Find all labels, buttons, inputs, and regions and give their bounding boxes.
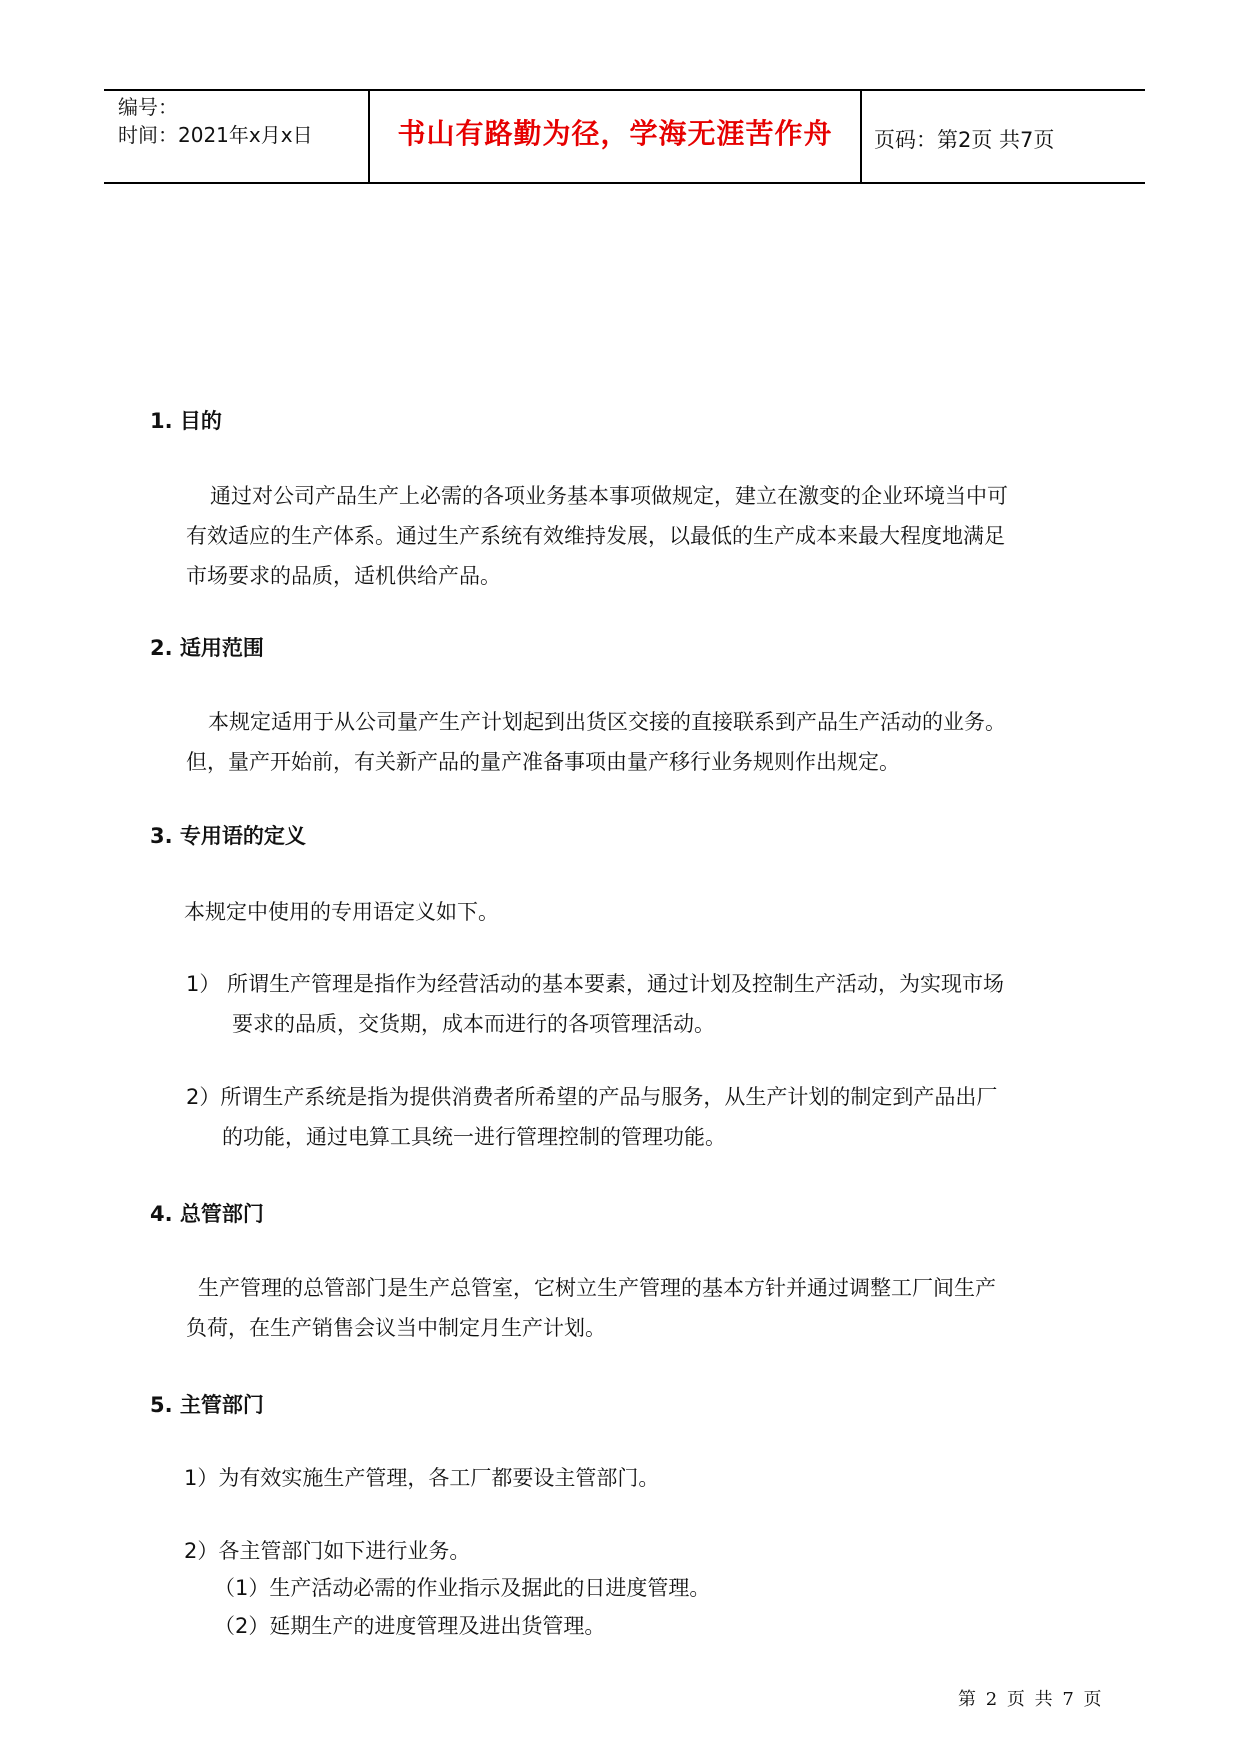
paragraph-line: 负荷，在生产销售会议当中制定月生产计划。 [186,1316,606,1340]
section-5-sub-1: （1）生产活动必需的作业指示及据此的日进度管理。 [214,1576,711,1600]
list-item-line: 的功能，通过电算工具统一进行管理控制的管理功能。 [222,1125,726,1149]
paragraph-line: 本规定适用于从公司量产生产计划起到出货区交接的直接联系到产品生产活动的业务。 [208,710,1006,734]
section-2-body [0,702,1006,782]
paragraph-line: 生产管理的总管部门是生产总管室，它树立生产管理的基本方针并通过调整工厂间生产 [198,1276,996,1300]
section-1-body [0,476,1008,596]
header-divider-right [860,89,862,184]
section-5-title: 5. 主管部门 [150,1393,264,1417]
header-left-cell [118,93,313,149]
section-3-title: 3. 专用语的定义 [150,824,306,848]
section-3-intro: 本规定中使用的专用语定义如下。 [184,900,499,924]
list-item-line: 1） 所谓生产管理是指作为经营活动的基本要素，通过计划及控制生产活动，为实现市场 [186,972,1005,996]
section-1-title: 1. 目的 [150,409,222,433]
header-top-rule [104,89,1145,91]
paragraph-line: 但，量产开始前，有关新产品的量产准备事项由量产移行业务规则作出规定。 [186,750,900,774]
section-5-item-1: 1）为有效实施生产管理，各工厂都要设主管部门。 [184,1466,660,1490]
section-4-title: 4. 总管部门 [150,1202,264,1226]
paragraph-line: 市场要求的品质，适机供给产品。 [186,564,501,588]
section-2-title: 2. 适用范围 [150,636,264,660]
number-label: 编号： [118,95,178,119]
section-5-sub-2: （2）延期生产的进度管理及进出货管理。 [214,1614,606,1638]
paragraph-line: 有效适应的生产体系。通过生产系统有效维持发展，以最低的生产成本来最大程度地满足 [186,524,1005,548]
header-bottom-rule [104,182,1145,184]
list-item-line: 要求的品质，交货期，成本而进行的各项管理活动。 [232,1012,715,1036]
section-3-item-1 [0,964,1004,1044]
header-page-code: 页码：第2页 共7页 [874,128,1055,152]
list-item-line: 2）所谓生产系统是指为提供消费者所希望的产品与服务，从生产计划的制定到产品出厂 [186,1085,998,1109]
time-label: 时间：2021年x月x日 [118,123,313,147]
section-5-item-2: 2）各主管部门如下进行业务。 [184,1539,471,1563]
section-3-item-2 [0,1077,997,1157]
page-footer: 第 2 页 共 7 页 [958,1689,1104,1710]
paragraph-line: 通过对公司产品生产上必需的各项业务基本事项做规定，建立在激变的企业环境当中可 [210,484,1008,508]
header-motto: 书山有路勤为径，学海无涯苦作舟 [397,117,833,150]
section-4-body [0,1268,996,1348]
